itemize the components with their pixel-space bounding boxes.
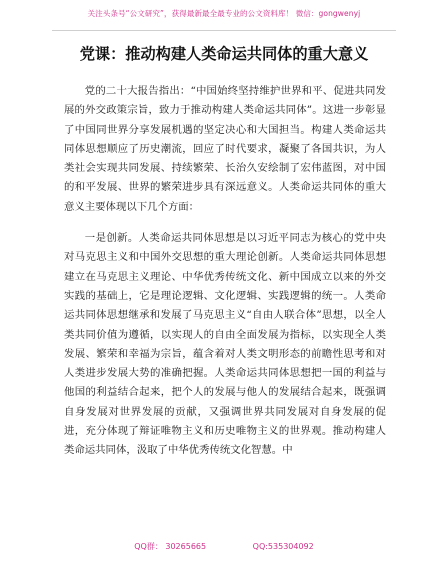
footer-contact xyxy=(0,541,448,552)
document-body xyxy=(64,82,386,461)
document-title: 党课：推动构建人类命运共同体的重大意义 xyxy=(79,45,369,63)
body-paragraph: 一是创新。人类命运共同体思想是以习近平同志为核心的党中央对马克思主义和中国外交思想的重大理论创新。人类命运共同体思想建立在马克思主义理论、中华优秀传统文化、新中国成立以来的外交实践的基础上，它是理论逻辑、文化逻辑、实践逻辑的统一。人类命运共同体思想继承和发展了马克思主义“自由人联合体”思想，以全人类共同价值为遵循，以实现人的自由全面发展为指标，以实现全人类发展、繁荣和幸福为宗旨，蕴含着对人类文明形态的前瞻性思考和对人类进步发展大势的准确把握。人类命运共同体思想把一国的利益与他国的利益结合起来，把个人的发展与他人的发展结合起来，既强调自身发展对世界发展的贡献，又强调世界共同发展对自身发展的促进，充分体现了辩证唯物主义和历史唯物主义的世界观。推动构建人类命运共同体，汲取了中华优秀传统文化智慧。中 xyxy=(64,232,386,457)
footer-qq-group: QQ群： 30265665 xyxy=(134,542,207,551)
header-note: 关注头条号“公文研究”，获得最新最全最专业的公文资料库！ 微信：gongwenyj xyxy=(87,9,361,18)
header-divider xyxy=(52,30,396,31)
footer-qq: QQ:535304092 xyxy=(252,542,314,551)
body-paragraph: 党的二十大报告指出：“中国始终坚持维护世界和平、促进共同发展的外交政策宗旨，致力于推动构建人类命运共同体”。这进一步彰显了中国同世界分享发展机遇的坚定决心和大国担当。构建人类命运共同体思想顺应了历史潮流，回应了时代要求，凝聚了各国共识，为人类社会实现共同发展、持续繁荣、长治久安绘制了宏伟蓝图，对中国的和平发展、世界的繁荣进步具有深远意义。人类命运共同体的重大意义主要体现以下几个方面： xyxy=(64,85,386,213)
